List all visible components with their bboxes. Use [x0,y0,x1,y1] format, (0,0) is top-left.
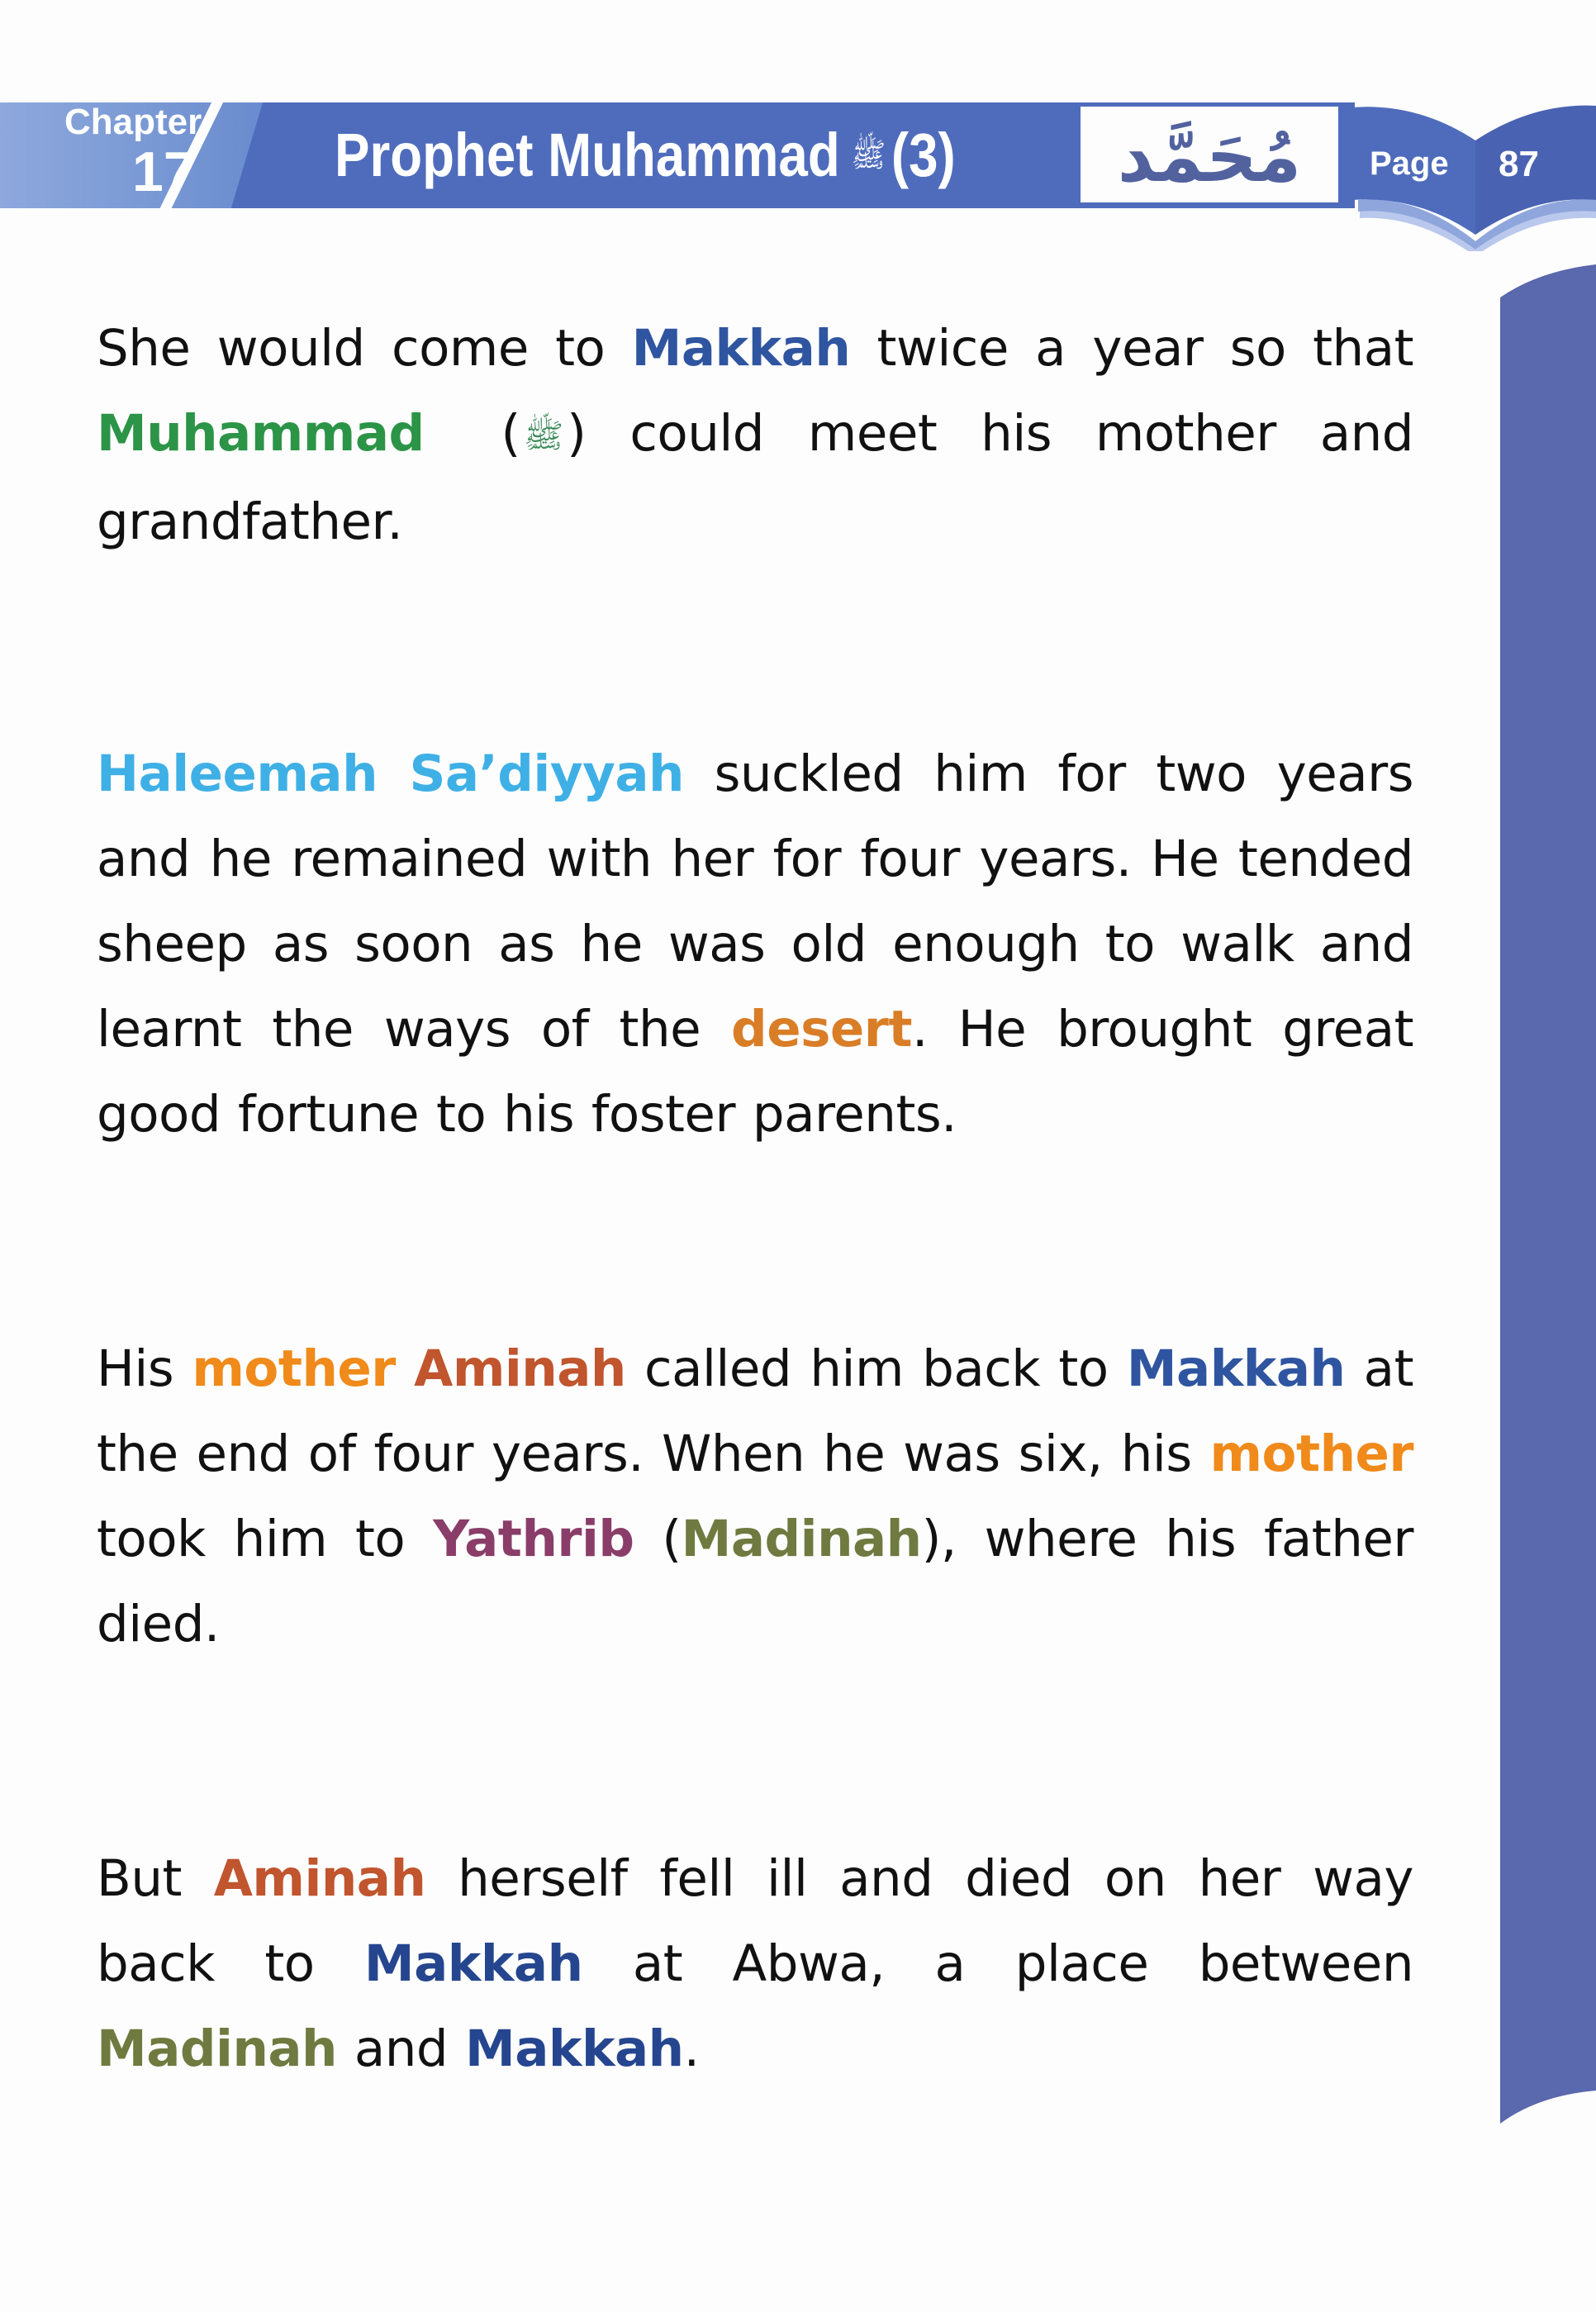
honorific-calligraphy-icon: ﷺ [851,136,886,174]
place-makkah: Makkah [363,1934,583,1993]
name-haleemah: Haleemah Sa’diyyah [97,745,684,803]
paragraph-1 [97,306,1413,564]
text: ( [457,404,520,463]
place-makkah: Makkah [465,2019,684,2078]
name-muhammad: Muhammad [97,404,425,463]
chapter-title [335,114,956,197]
text: called him back to [625,1339,1127,1398]
place-yathrib: Yathrib [433,1510,634,1568]
text: took him to [97,1510,434,1568]
text: ), where his father died. [97,1510,1413,1653]
text: But [97,1849,214,1908]
paragraph-3 [97,1326,1413,1667]
side-decorative-bar [1497,264,1596,2140]
arabic-name-box [1078,104,1341,205]
text: at Abwa, a place between [582,1934,1413,1993]
chapter-title-part: (3) [891,121,956,189]
text: suckled him for two years and he remained with her for four years. He tended sheep as soon as he was old enough to walk and learnt the ways of the [97,745,1413,1058]
place-makkah: Makkah [1126,1339,1346,1398]
text: She would come to [97,319,632,378]
term-mother: mother [1209,1425,1413,1483]
page-badge [1351,102,1596,251]
text: and [336,2019,466,2078]
name-aminah: Aminah [213,1849,426,1908]
arabic-name: مُحَمَّد [1117,116,1302,198]
honorific-calligraphy-icon: ﷺ [523,416,564,455]
text: twice a year so that [850,319,1413,378]
text: ( [634,1510,682,1568]
place-makkah: Makkah [631,319,851,378]
text: . [683,2019,700,2078]
chapter-label: Chapter [64,102,202,142]
name-aminah: Aminah [414,1339,626,1398]
paragraph-4 [97,1836,1413,2091]
text: herself fell ill and died on her way back to [97,1849,1413,1993]
term-mother: mother [192,1339,396,1398]
page-number: 87 [1499,144,1539,184]
page-label: Page [1370,145,1449,182]
text: at the end of four years. When he was six, his [97,1339,1413,1483]
place-madinah: Madinah [97,2019,337,2078]
paragraph-2 [97,731,1413,1157]
text: ) could meet his mother and grandfather. [97,404,1413,551]
place-madinah: Madinah [681,1510,922,1568]
text: His [97,1339,192,1398]
text [396,1339,414,1398]
text: . He brought great good fortune to his foster parents. [97,1000,1413,1144]
chapter-number: 17 [132,140,195,203]
chapter-title-text: Prophet Muhammad [335,121,840,189]
term-desert: desert [731,1000,913,1058]
